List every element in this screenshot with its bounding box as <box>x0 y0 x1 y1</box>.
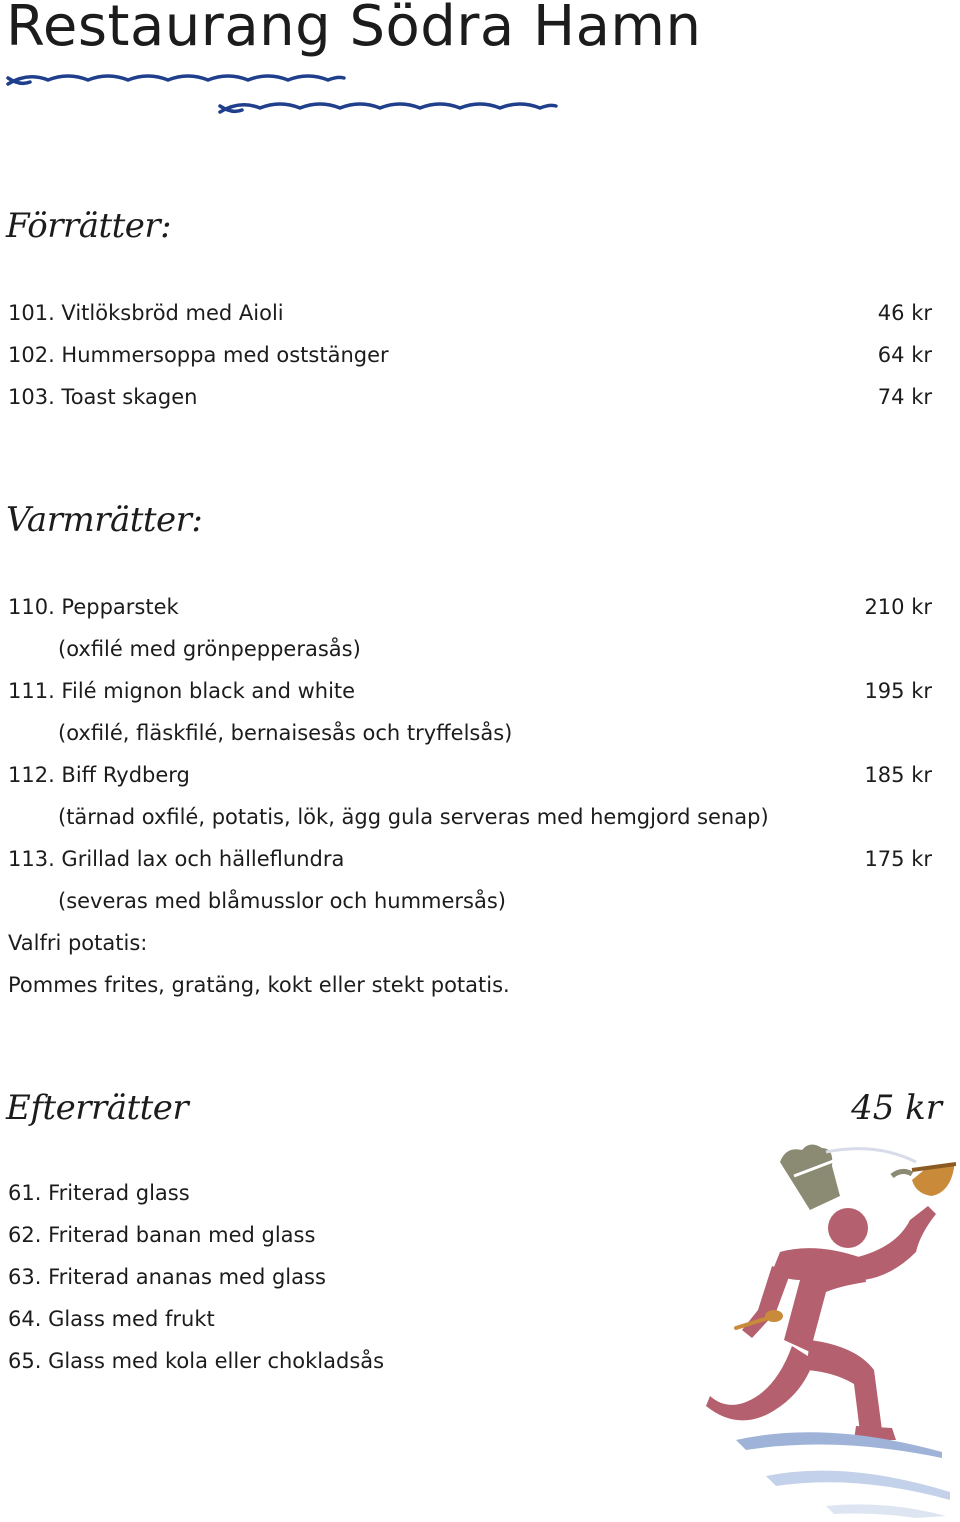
starter-item-102: 102. Hummersoppa med oststänger <box>8 343 389 367</box>
dessert-item-65: 65. Glass med kola eller chokladsås <box>8 1349 385 1373</box>
dessert-item-62: 62. Friterad banan med glass <box>8 1223 316 1247</box>
main-desc-113: (severas med blåmusslor och hummersås) <box>58 889 506 913</box>
main-item-113: 113. Grillad lax och hälleflundra <box>8 847 345 871</box>
starter-item-103: 103. Toast skagen <box>8 385 198 409</box>
bowl-icon <box>826 1149 956 1196</box>
wave-decoration-icon <box>0 70 600 126</box>
desserts-heading: Efterrätter <box>6 1088 189 1128</box>
chef-body-icon <box>706 1206 936 1440</box>
main-item-111: 111. Filé mignon black and white <box>8 679 356 703</box>
restaurant-title: Restaurang Södra Hamn <box>6 0 702 59</box>
shadow-swoosh-icon <box>736 1432 950 1518</box>
main-price-111: 195 kr <box>864 679 932 703</box>
starter-item-101: 101. Vitlöksbröd med Aioli <box>8 301 284 325</box>
dessert-item-64: 64. Glass med frukt <box>8 1307 215 1331</box>
main-desc-112: (tärnad oxfilé, potatis, lök, ägg gula serveras med hemgjord senap) <box>58 805 769 829</box>
running-chef-icon <box>706 1140 956 1520</box>
chef-head-icon <box>828 1208 868 1248</box>
main-item-110: 110. Pepparstek <box>8 595 179 619</box>
main-price-113: 175 kr <box>864 847 932 871</box>
potato-label: Valfri potatis: <box>8 931 148 955</box>
starter-price-101: 46 kr <box>877 301 932 325</box>
mains-heading: Varmrätter: <box>6 500 203 540</box>
main-item-112: 112. Biff Rydberg <box>8 763 190 787</box>
main-desc-111: (oxfilé, fläskfilé, bernaisesås och tryffelsås) <box>58 721 513 745</box>
dessert-item-61: 61. Friterad glass <box>8 1181 190 1205</box>
starter-price-102: 64 kr <box>877 343 932 367</box>
dessert-item-63: 63. Friterad ananas med glass <box>8 1265 326 1289</box>
potato-options: Pommes frites, gratäng, kokt eller stekt potatis. <box>8 973 510 997</box>
main-desc-110: (oxfilé med grönpepperasås) <box>58 637 361 661</box>
main-price-110: 210 kr <box>864 595 932 619</box>
starter-price-103: 74 kr <box>877 385 932 409</box>
chef-hat-icon <box>780 1144 840 1210</box>
starters-heading: Förrätter: <box>6 206 172 246</box>
main-price-112: 185 kr <box>864 763 932 787</box>
desserts-price: 45 kr <box>851 1088 942 1128</box>
